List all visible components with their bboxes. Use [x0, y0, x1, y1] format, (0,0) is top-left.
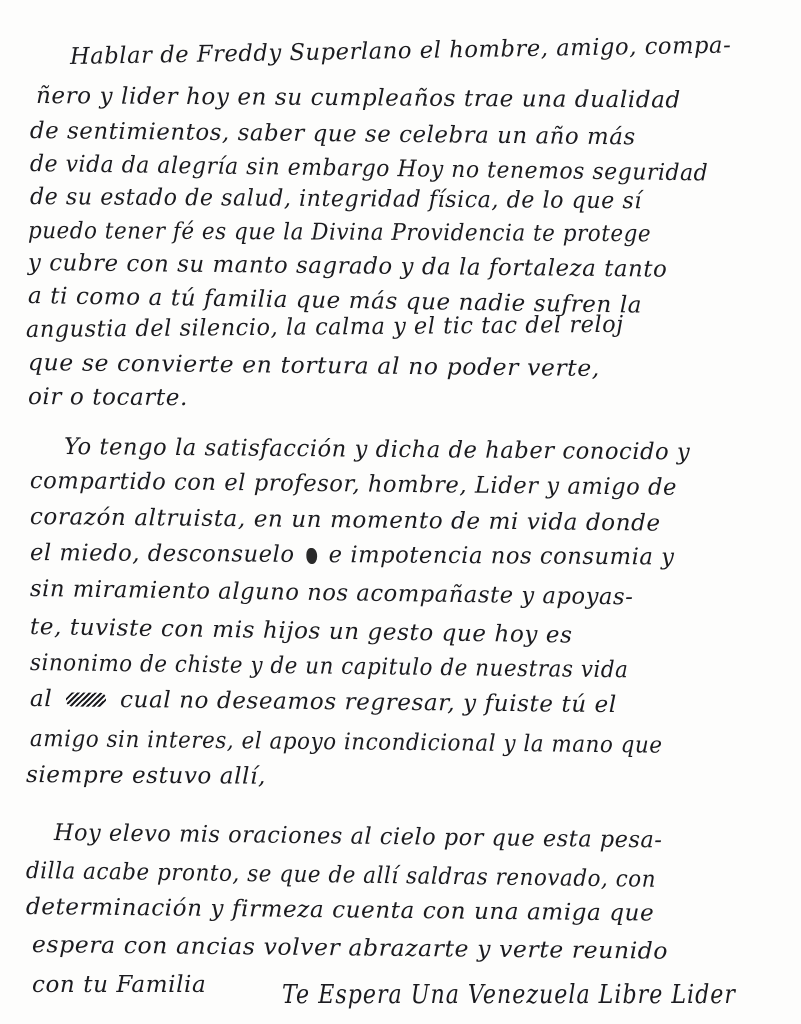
letter-line: compartido con el profesor, hombre, Lider y amigo de [29, 468, 678, 501]
letter-line: a ti como a tú familia que más que nadie sufren la [27, 283, 643, 319]
ink-blot [306, 548, 317, 564]
crossed-out-word [66, 692, 106, 706]
letter-line: amigo sin interes, el apoyo incondicional y la mano que [29, 726, 663, 759]
letter-line: de sentimientos, saber que se celebra un año más [29, 118, 636, 151]
letter-line: de su estado de salud, integridad física, de lo que sí [29, 184, 643, 215]
letter-line: Hoy elevo mis oraciones al cielo por que esta pesa- [53, 820, 663, 854]
letter-line-text: el miedo, desconsuelo [29, 540, 295, 568]
letter-line: y cubre con su manto sagrado y da la fortaleza tanto [27, 250, 668, 283]
letter-line-text: cual no deseamos regresar, y fuiste tú el [119, 686, 617, 719]
letter-line: corazón altruista, en un momento de mi vida donde [29, 504, 661, 537]
letter-line: siempre estuvo allí, [25, 762, 267, 790]
letter-line: de vida da alegría sin embargo Hoy no tenemos seguridad [29, 151, 709, 187]
letter-line: te, tuviste con mis hijos un gesto que hoy es [29, 614, 573, 649]
letter-line: determinación y firmeza cuenta con una amiga que [25, 894, 655, 927]
letter-line [30, 686, 617, 718]
letter-line-text: al [29, 686, 53, 713]
letter-line: Yo tengo la satisfacción y dicha de haber conocido y [63, 434, 691, 466]
letter-line: que se convierte en tortura al no poder verte, [27, 350, 600, 382]
letter-line: Hablar de Freddy Superlano el hombre, amigo, compa- [69, 32, 732, 70]
letter-line: angustia del silencio, la calma y el tic tac del reloj [25, 311, 624, 343]
letter-line: oir o tocarte. [27, 384, 189, 412]
letter-line-text: e impotencia nos consumia y [328, 542, 675, 571]
letter-line: dilla acabe pronto, se que de allí saldras renovado, con [25, 858, 657, 893]
letter-line: sin miramiento alguno nos acompañaste y apoyas- [29, 576, 634, 611]
letter-line: puedo tener fé es que la Divina Providencia te protege [27, 218, 652, 248]
signature-line: Te Espera Una Venezuela Libre Lider [282, 980, 736, 1010]
letter-line: espera con ancias volver abrazarte y verte reunido [31, 932, 669, 965]
letter-line: sinonimo de chiste y de un capitulo de nuestras vida [29, 650, 629, 684]
letter-line: ñero y lider hoy en su cumpleaños trae una dualidad [35, 83, 681, 114]
letter-line: con tu Familia [32, 972, 207, 998]
letter-line [30, 540, 675, 570]
